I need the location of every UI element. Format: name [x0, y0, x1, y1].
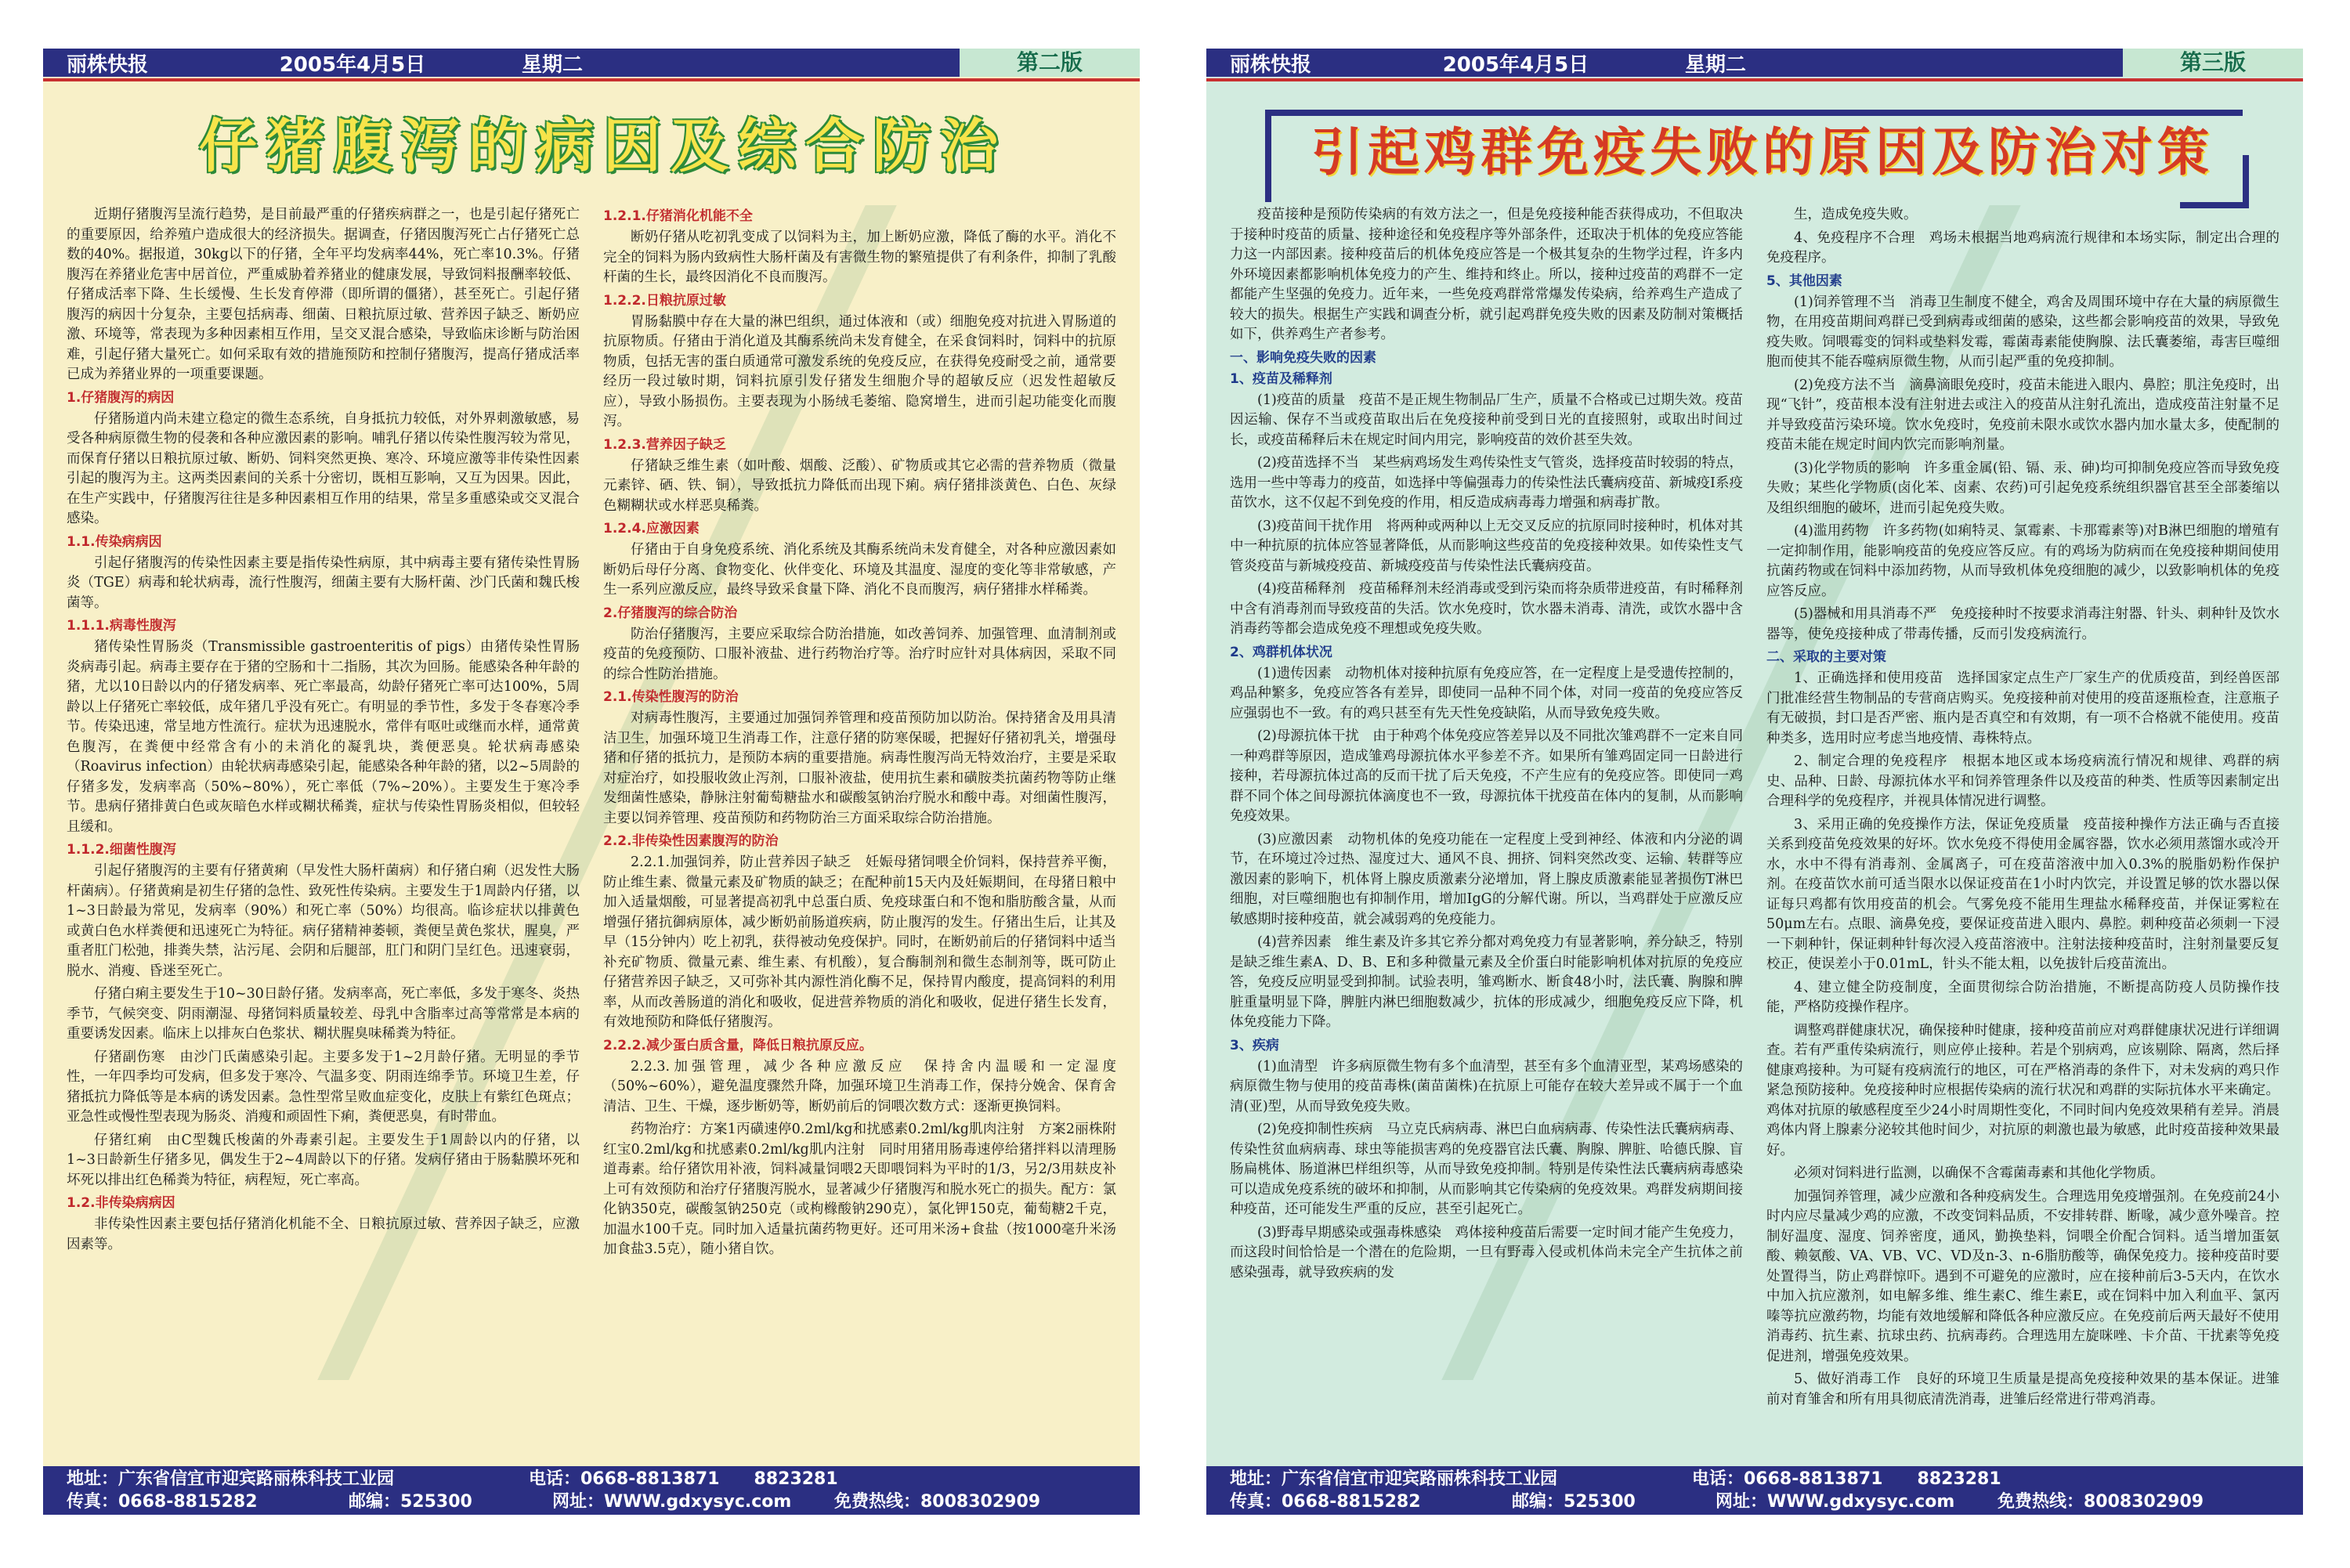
paragraph: 断奶仔猪从吃初乳变成了以饲料为主，加上断奶应激，降低了酶的水平。消化不完全的饲料为肠内致病性大肠杆菌及有害微生物的繁殖提供了有利条件，抑制了乳酸杆菌的生长，最终因消化不良而腹泻。 — [603, 229, 1116, 285]
issue-date: 2005年4月5日 — [279, 52, 426, 77]
section-heading: 1.2.非传染病病因 — [67, 1195, 175, 1211]
page-header-bar — [1206, 49, 2303, 77]
paragraph: 疫苗接种是预防传染病的有效方法之一，但是免疫接种能否获得成功，不但取决于接种时疫苗的质量、接种途径和免疫程序等外部条件，还取决于机体的免疫应答能力这一内部因素。接种疫苗后的机体免疫应答是一个极其复杂的生物学过程，许多内外环境因素都影响机体免疫力的产生、维持和终止。所以，接种过疫苗的鸡群不一定都能产生坚强的免疫力。近年来，一些免疫鸡群常常爆发传染病，给养鸡生产造成了较大的损失。根据生产实践和调查分析，就引起鸡群免疫失败的因素及防制对策概括如下，供养鸡生产者参考。 — [1230, 207, 1743, 342]
paragraph: 仔猪缺乏维生素（如叶酸、烟酸、泛酸）、矿物质或其它必需的营养物质（微量元素锌、硒、铁、铜），导致抵抗力降低而出现下痢。病仔猪排淡黄色、白色、灰绿色糊糊状或水样恶臭稀粪。 — [603, 457, 1116, 514]
paragraph: (1)遗传因素 动物机体对接种抗原有免疫应答，在一定程度上是受遗传控制的，鸡品种繁多，免疫应答各有差异，即使同一品种不同个体，对同一疫苗的免疫应答反应强弱也不一致。有的鸡只甚至有先天性免疫缺陷，从而导致免疫失败。 — [1230, 665, 1743, 721]
publication-name: 丽株快报 — [1230, 52, 1312, 77]
paragraph: 仔猪副伤寒 由沙门氏菌感染引起。主要多发于1~2月龄仔猪。无明显的季节性，一年四季均可发病，但多发于寒冷、气温多变、阴雨连绵季节。环境卫生差，仔猪抵抗力降低等是本病的诱发因素。急性型常呈败血症变化，皮肤上有紫红色斑点；亚急性或慢性型表现为肠炎、消瘦和顽固性下痢，粪便恶臭，有时带血。 — [67, 1049, 580, 1125]
paragraph: (5)器械和用具消毒不严 免疫接种时不按要求消毒注射器、针头、刺种针及饮水器等，使免疫接种成了带毒传播，反而引发疫病流行。 — [1766, 606, 2280, 642]
section-heading: 一、影响免疫失败的因素 — [1230, 349, 1376, 366]
section-heading: 1.1.1.病毒性腹泻 — [67, 618, 176, 634]
paragraph: 5、做好消毒工作 良好的环境卫生质量是提高免疫接种效果的基本保证。进雏前对育雏舍和所有用具彻底清洗消毒，进雏后经常进行带鸡消毒。 — [1766, 1371, 2280, 1407]
paragraph: 调整鸡群健康状况，确保接种时健康，接种疫苗前应对鸡群健康状况进行详细调查。若有严重传染病流行，则应停止接种。若是个别病鸡，应该剔除、隔离，然后择健康鸡接种。为可疑有疫病流行的地区，可在严格消毒的条件下，对未发病的鸡只作紧急预防接种。免疫接种时应根据传染病的流行状况和鸡群的实际抗体水平来确定。鸡体对抗原的敏感程度至少24小时周期性变化，不同时间内免疫效果稍有差异。消晨鸡体内肾上腺素分泌较其他时间少，对抗原的刺激也最为敏感，此时疫苗接种效果最好。 — [1766, 1022, 2280, 1158]
footer-postcode: 邮编：525300 — [349, 1492, 472, 1512]
paragraph: (2)疫苗选择不当 某些病鸡场发生鸡传染性支气管炎，选择疫苗时较弱的特点，选用一些中等毒力的疫苗，如选择中等偏强毒力的传染性法氏囊病疫苗、新城疫Ⅰ系疫苗饮水，这不仅起不到免疫的作用，相反造成病毒毒力增强和病毒扩散。 — [1230, 455, 1743, 511]
section-heading: 2.2.2.减少蛋白质含量，降低日粮抗原反应。 — [603, 1037, 873, 1053]
section-heading: 1、疫苗及稀释剂 — [1230, 370, 1332, 387]
paragraph: (3)野毒早期感染或强毒株感染 鸡体接种疫苗后需要一定时间才能产生免疫力，而这段时间恰恰是一个潜在的危险期，一旦有野毒入侵或机体尚未完全产生抗体之前感染强毒，就导致疾病的发 — [1230, 1224, 1743, 1281]
article-headline: 仔猪腹泻的病因及综合防治 — [153, 103, 1054, 190]
paragraph: (4)疫苗稀释剂 疫苗稀释剂未经消毒或受到污染而将杂质带进疫苗，有时稀释剂中含有消毒剂而导致疫苗的失活。饮水免疫时，饮水器未消毒、清洗，或饮水器中含消毒药等都会造成免疫不理想或免疫失败。 — [1230, 581, 1743, 637]
paragraph: (3)化学物质的影响 许多重金属(铅、镉、汞、砷)均可抑制免疫应答而导致免疫失败；某些化学物质(卤化苯、卤素、农药)可引起免疫系统组织器官甚至全部萎缩以及组织细胞的破坏，进而引起免疫失败。 — [1766, 460, 2280, 516]
footer-hotline: 免费热线：8008302909 — [834, 1492, 1041, 1512]
footer-address: 地址：广东省信宜市迎宾路丽株科技工业园 — [67, 1469, 395, 1489]
paragraph: (2)免疫抑制性疾病 马立克氏病病毒、淋巴白血病病毒、传染性法氏囊病病毒、传染性贫血病病毒、球虫等能损害鸡的免疫器官法氏囊、胸腺、脾脏、哈德氏腺、盲肠扁桃体、肠道淋巴样组织等，从而导致免疫抑制。特别是传染性法氏囊病病毒感染可以造成免疫系统的破坏和抑制，从而影响其它传染病的免疫效果。鸡群发病期间接种疫苗，还可能发生严重的反应，甚至引起死亡。 — [1230, 1122, 1743, 1217]
edition-label: 第二版 — [960, 49, 1140, 77]
page-footer — [43, 1466, 1140, 1515]
page-footer — [1206, 1466, 2303, 1515]
column-2 — [1766, 205, 2280, 1460]
section-heading: 2.仔猪腹泻的综合防治 — [603, 605, 738, 621]
footer-address: 地址：广东省信宜市迎宾路丽株科技工业园 — [1230, 1469, 1558, 1489]
paragraph: 必须对饲料进行监测，以确保不含霉菌毒素和其他化学物质。 — [1794, 1165, 2164, 1181]
article-columns — [1230, 205, 2280, 1460]
paragraph: 2.2.3.加强管理，减少各种应激反应 保持舍内温暖和一定湿度（50%~60%），避免温度骤然升降，加强环境卫生消毒工作，保持分娩舍、保育舍清洁、卫生、干燥，逐步断奶等，断奶前后的饲喂次数方式：逐渐更换饲料。 — [603, 1058, 1116, 1115]
section-heading: 1.1.2.细菌性腹泻 — [67, 842, 176, 858]
paragraph: 引起仔猪腹泻的传染性因素主要是指传染性病原，其中病毒主要有猪传染性胃肠炎（TGE）病毒和轮状病毒，流行性腹泻，细菌主要有大肠杆菌、沙门氏菌和魏氏梭菌等。 — [67, 555, 580, 611]
paragraph: 仔猪由于自身免疫系统、消化系统及其酶系统尚未发育健全，对各种应激因素如断奶后母仔分离、食物变化、伙伴变化、环境及其温度、湿度的变化等非常敏感，产生一系列应激反应，最终导致采食量下降、消化不良而腹泻，病仔猪排水样稀粪。 — [603, 542, 1116, 598]
paragraph: 4、免疫程序不合理 鸡场未根据当地鸡病流行规律和本场实际，制定出合理的免疫程序。 — [1766, 229, 2280, 266]
paragraph: 对病毒性腹泻，主要通过加强饲养管理和疫苗预防加以防治。保持猪舍及用具清洁卫生，加强环境卫生消毒工作，注意仔猪的防寒保暖，把握好仔猪初乳关，增强母猪和仔猪的抵抗力，是预防本病的重要措施。病毒性腹泻尚无特效治疗，主要是采取对症治疗，如投服收敛止泻剂，口服补液盐，使用抗生素和磺胺类抗菌药物等防止继发细菌性感染，静脉注射葡萄糖盐水和碳酸氢钠治疗脱水和酸中毒。对细菌性腹泻，主要以饲养管理、疫苗预防和药物防治三方面采取综合防治措施。 — [603, 710, 1116, 826]
footer-website: 网址：WWW.gdxysyc.com — [552, 1492, 792, 1512]
article-columns — [67, 205, 1116, 1460]
section-heading: 1.1.传染病病因 — [67, 533, 162, 550]
header-rule — [43, 78, 1140, 81]
footer-hotline: 免费热线：8008302909 — [1998, 1492, 2204, 1512]
paragraph: 1、正确选择和使用疫苗 选择国家定点生产厂家生产的优质疫苗，到经兽医部门批准经营生物制品的专营商店购买。免疫接种前对使用的疫苗逐瓶检查，注意瓶子有无破损，封口是否严密、瓶内是否真空和有效期，有一项不合格就不能使用。疫苗种类多，选用时应考虑当地疫情、毒株特点。 — [1766, 670, 2280, 746]
footer-postcode: 邮编：525300 — [1512, 1492, 1636, 1512]
paragraph: (4)滥用药物 许多药物(如痢特灵、氯霉素、卡那霉素等)对B淋巴细胞的增殖有一定抑制作用，能影响疫苗的免疫应答反应。有的鸡场为防病而在免疫接种期间使用抗菌药物或在饲料中添加药物，从而导致机体免疫细胞的减少，以致影响机体的免疫应答反应。 — [1766, 523, 2280, 599]
issue-weekday: 星期二 — [521, 52, 583, 77]
issue-date: 2005年4月5日 — [1442, 52, 1589, 77]
section-heading: 2.1.传染性腹泻的防治 — [603, 689, 739, 705]
column-1 — [67, 205, 580, 1460]
section-heading: 1.2.1.仔猪消化机能不全 — [603, 208, 753, 224]
section-heading: 1.2.4.应激因素 — [603, 521, 700, 537]
paragraph: 加强饲养管理，减少应激和各种疫病发生。合理选用免疫增强剂。在免疫前24小时内应尽量减少鸡的应激，不改变饲料品质，不安排转群、断喙，减少意外噪音。控制好温度、湿度、饲养密度，通风，勤换垫料，饲喂全价配合饲料。适当增加蛋氨酸、赖氨酸、VA、VB、VC、VD及n-3、n-6脂肪酸等，确保免疫力。接种疫苗时要处置得当，防止鸡群惊吓。遇到不可避免的应激时，应在接种前后3-5天内，在饮水中加入抗应激剂，如电解多维、维生素C、维生素E，或在饲料中加入利血平、氯丙嗪等抗应激药物，均能有效地缓解和降低各种应激反应。在免疫前后两天最好不使用消毒药、抗生素、抗球虫药、抗病毒药。合理选用左旋咪唑、卡介苗、干扰素等免疫促进剂，增强免疫效果。 — [1766, 1188, 2280, 1364]
section-heading: 1.2.2.日粮抗原过敏 — [603, 292, 726, 309]
paragraph: (3)疫苗间干扰作用 将两种或两种以上无交叉反应的抗原同时接种时，机体对其中一种抗原的抗体应答显著降低，从而影响这些疫苗的免疫接种效果。如传染性支气管炎疫苗与新城疫疫苗、新城疫疫苗与传染性法氏囊病疫苗。 — [1230, 518, 1743, 574]
paragraph: 4、建立健全防疫制度，全面贯彻综合防治措施，不断提高防疫人员防操作技能，严格防疫操作程序。 — [1766, 979, 2280, 1015]
paragraph: 仔猪红痢 由C型魏氏梭菌的外毒素引起。主要发生于1周龄以内的仔猪，以1~3日龄新生仔猪多见，偶发生于2~4周龄以下的仔猪。发病仔猪由于肠黏膜坏死和坏死以排出红色稀粪为特征，病程短，死亡率高。 — [67, 1132, 580, 1188]
publication-name: 丽株快报 — [67, 52, 149, 77]
article-headline: 引起鸡群免疫失败的原因及防治对策 — [1311, 122, 2214, 182]
section-heading: 1.仔猪腹泻的病因 — [67, 389, 175, 406]
footer-telephone: 电话：0668-8813871 8823281 — [1692, 1469, 2001, 1489]
issue-weekday: 星期二 — [1684, 52, 1746, 77]
paragraph: (2)免疫方法不当 滴鼻滴眼免疫时，疫苗未能进入眼内、鼻腔；肌注免疫时，出现“飞针”，疫苗根本没有注射进去或注入的疫苗从注射孔流出，造成疫苗注射量不足并导致疫苗污染环境。饮水免疫时，免疫前未限水或饮水器内加水量太多，使配制的疫苗未能在规定时间内饮完而影响剂量。 — [1766, 377, 2280, 453]
footer-telephone: 电话：0668-8813871 8823281 — [529, 1469, 838, 1489]
paragraph: 胃肠黏膜中存在大量的淋巴组织，通过体液和（或）细胞免疫对抗进入胃肠道的抗原物质。仔猪由于消化道及其酶系统尚未发育健全，在采食饲料时，饲料中的抗原物质，包括无害的蛋白质通常可激发系统的免疫反应，在获得免疫耐受之前，通常要经历一段过敏时期，饲料抗原引发仔猪发生细胞介导的超敏反应（迟发性超敏反应），导致小肠损伤。主要表现为小肠绒毛萎缩、隐窝增生，进而引起功能变化而腹泻。 — [603, 313, 1116, 429]
paragraph: 3、采用正确的免疫操作方法，保证免疫质量 疫苗接种操作方法正确与否直接关系到疫苗免疫效果的好坏。饮水免疫不得使用金属容器，饮水必须用蒸馏水或冷开水，水中不得有消毒剂、金属离子，可在疫苗溶液中加入0.3%的脱脂奶粉作保护剂。在疫苗饮水前可适当限水以保证疫苗在1小时内饮完，并设置足够的饮水器以保证每只鸡都有饮用疫苗的机会。气雾免疫不能用生理盐水稀释疫苗，并保证雾粒在50μm左右。点眼、滴鼻免疫，要保证疫苗进入眼内、鼻腔。刺种疫苗必须刺一下浸一下刺种针，保证刺种针每次浸入疫苗溶液中。注射法接种疫苗时，注射剂量要反复校正，使误差小于0.01mL，针头不能太粗，以免拔针后疫苗流出。 — [1766, 816, 2280, 972]
paragraph: 近期仔猪腹泻呈流行趋势，是目前最严重的仔猪疾病群之一，也是引起仔猪死亡的重要原因，给养殖户造成很大的经济损失。据调查，仔猪因腹泻死亡占仔猪死亡总数的40%。据报道，30kg以下的仔猪，全年平均发病率44%，死亡率10.3%。仔猪腹泻在养猪业危害中居首位，严重威胁着养猪业的健康发展，导致饲料报酬率较低、仔猪成活率下降、生长缓慢、生长发育停滞（即所谓的僵猪），甚至死亡。引起仔猪腹泻的病因十分复杂，主要包括病毒、细菌、日粮抗原过敏、营养因子缺乏、断奶应激、环境等，常表现为多种因素相互作用，呈交叉混合感染，导致临床诊断与防治困难，引起仔猪大量死亡。如何采取有效的措施预防和控制仔猪腹泻，提高仔猪成活率已成为养猪业界的一项重要课题。 — [67, 207, 580, 382]
paragraph: 药物治疗：方案1丙磺速停0.2ml/kg和扰感素0.2ml/kg肌肉注射 方案2丽株附红宝0.2ml/kg和扰感素0.2ml/kg肌内注射 同时用猪用肠毒速停给猪拌料以清理肠道毒素。给仔猪饮用补液，饲料减量饲喂2天即喂饲料为平时的1/3，另2/3用麸皮补上可有效预防和治疗仔猪腹泻脱水，显著减少仔猪腹泻和脱水死亡的损失。配方：氯化钠350克，碳酸氢钠250克（或枸橼酸钠290克），氯化钾150克，葡萄糖2千克，加温水100千克。同时加入适量抗菌药物更好。还可用米汤+食盐（按1000毫升米汤加食盐3.5克），随小猪自饮。 — [603, 1122, 1116, 1257]
column-1 — [1230, 205, 1743, 1460]
paragraph: 2.2.1.加强饲养，防止营养因子缺乏 妊娠母猪饲喂全价饲料，保持营养平衡，防止维生素、微量元素及矿物质的缺乏；在配种前15天内及妊娠期间，在母猪日粮中加入适量烟酸，可显著提高初乳中总蛋白质、免疫球蛋白和不饱和脂肪酸含量，从而增强仔猪抗御病原体，减少断奶前肠道疾病，防止腹泻的发生。仔猪出生后，让其及早（15分钟内）吃上初乳，获得被动免疫保护。同时，在断奶前后的仔猪饲料中适当补充矿物质、微量元素、维生素、有机酸），复合酶制剂和微生态制剂等，既可防止仔猪营养因子缺乏，又可弥补其内源性消化酶不足，保持胃内酸度，提高饲料的利用率，从而改善肠道的消化和吸收，促进营养物质的消化和吸收，促进仔猪生长发育，有效地预防和降低仔猪腹泻。 — [603, 854, 1116, 1030]
page-header-bar — [43, 49, 1140, 77]
paragraph: (4)营养因素 维生素及许多其它养分都对鸡免疫力有显著影响，养分缺乏，特别是缺乏维生素A、D、B、E和多种微量元素及全价蛋白时能影响机体对抗原的免疫应答，免疫反应明显受到抑制。试验表明，雏鸡断水、断食48小时，法氏囊、胸腺和脾脏重量明显下降，脾脏内淋巴细胞数减少，抗体的形成减少，细胞免疫反应下降，机体免疫能力下降。 — [1230, 934, 1743, 1030]
footer-website: 网址：WWW.gdxysyc.com — [1716, 1492, 1955, 1512]
paragraph: 非传染性因素主要包括仔猪消化机能不全、日粮抗原过敏、营养因子缺乏，应激因素等。 — [67, 1216, 580, 1252]
paragraph: 仔猪肠道内尚未建立稳定的微生态系统，自身抵抗力较低，对外界刺激敏感，易受各种病原微生物的侵袭和各种应激因素的影响。哺乳仔猪以传染性腹泻较为常见，而保育仔猪以日粮抗原过敏、断奶、饲料突然更换、寒冷、环境应激等非传染性因素引起的腹泻为主。这两类因素间的关系十分密切，既相互影响，又互为因果。因此，在生产实践中，仔猪腹泻往往是多种因素相互作用的结果，常呈多重感染或交叉混合感染。 — [67, 410, 580, 526]
edition-label: 第三版 — [2123, 49, 2303, 77]
paragraph: (2)母源抗体干扰 由于种鸡个体免疫应答差异以及不同批次雏鸡群不一定来自同一种鸡群等原因，造成雏鸡母源抗体水平参差不齐。如果所有雏鸡固定同一日龄进行接种，若母源抗体过高的反而干扰了后天免疫，不产生应有的免疫应答。即使同一鸡群不同个体之间母源抗体滴度也不一致，母源抗体干扰疫苗在体内的复制，从而影响免疫效果。 — [1230, 728, 1743, 824]
section-heading: 1.2.3.营养因子缺乏 — [603, 436, 726, 453]
footer-fax: 传真：0668-8815282 — [67, 1492, 258, 1512]
paragraph: (1)疫苗的质量 疫苗不是正规生物制品厂生产，质量不合格或已过期失效。疫苗因运输、保存不当或疫苗取出后在免疫接种前受到日光的直接照射，或取出时间过长，或疫苗稀释后未在规定时间内用完，影响疫苗的效价甚至失效。 — [1230, 392, 1743, 448]
column-2 — [603, 205, 1116, 1460]
section-heading: 2、鸡群机体状况 — [1230, 644, 1332, 660]
paragraph: (3)应激因素 动物机体的免疫功能在一定程度上受到神经、体液和内分泌的调节，在环境过冷过热、湿度过大、通风不良、拥挤、饲料突然改变、运输、转群等应激因素的影响下，机体肾上腺皮质激素分泌增加，肾上腺皮质激素能显著损伤T淋巴细胞，对巨噬细胞也有抑制作用，增加IgG的分解代谢。所以，当鸡群处于应激反应敏感期时接种疫苗，就会减弱鸡的免疫能力。 — [1230, 831, 1743, 927]
paragraph: 引起仔猪腹泻的主要有仔猪黄痢（早发性大肠杆菌病）和仔猪白痢（迟发性大肠杆菌病）。仔猪黄痢是初生仔猪的急性、致死性传染病。主要发生于1周龄内仔猪，以1~3日龄最为常见，发病率（90%）和死亡率（50%）均很高。临诊症状以排黄色或黄白色水样粪便和迅速死亡为特征。病仔猪精神萎顿，粪便呈黄色浆状，腥臭，严重者肛门松弛，排粪失禁，沾污尾、会阴和后腿部，肛门和阴门呈红色。迅速衰弱，脱水、消瘦、昏迷至死亡。 — [67, 863, 580, 979]
paragraph: 2、制定合理的免疫程序 根据本地区或本场疫病流行情况和规律、鸡群的病史、品种、日龄、母源抗体水平和饲养管理条件以及疫苗的种类、性质等因素制定出合理科学的免疫程序，并视具体情况进行调整。 — [1766, 753, 2280, 809]
footer-fax: 传真：0668-8815282 — [1230, 1492, 1421, 1512]
paragraph: (1)饲养管理不当 消毒卫生制度不健全，鸡舍及周围环境中存在大量的病原微生物，在用疫苗期间鸡群已受到病毒或细菌的感染，这些都会影响疫苗的效果，导致免疫失败。饲喂霉变的饲料或垫料发霉，霉菌毒素能使胸腺、法氏囊萎缩，毒害巨噬细胞而使其不能吞噬病原微生物，从而引起严重的免疫抑制。 — [1766, 294, 2280, 370]
section-heading: 3、疾病 — [1230, 1037, 1279, 1053]
right-page — [1206, 49, 2303, 1515]
paragraph: 猪传染性胃肠炎（Transmissible gastroenteritis of pigs）由猪传染性胃肠炎病毒引起。病毒主要存在于猪的空肠和十二指肠，其次为回肠。能感染各种年龄的猪，尤以10日龄以内的仔猪发病率、死亡率最高，幼龄仔猪死亡率可达100%，5周龄以上仔猪死亡率较低，成年猪几乎没有死亡。有明显的季节性，多发于冬春寒冷季节。传染迅速，常呈地方性流行。症状为迅速脱水，常伴有呕吐或继而水样，通常黄色腹泻，在粪便中经常含有小的未消化的凝乳块，粪便恶臭。轮状病毒感染（Roavirus infection）由轮状病毒感染引起，能感染各种年龄的猪，以2~5周龄的仔猪多发，发病率高（50%~80%），死亡率低（7%~20%）。主要发生于寒冷季节。患病仔猪排黄白色或灰暗色水样或糊状稀粪，症状与传染性胃肠炎相似，但较轻且缓和。 — [67, 639, 580, 835]
section-heading: 2.2.非传染性因素腹泻的防治 — [603, 833, 779, 849]
paragraph: 生，造成免疫失败。 — [1794, 207, 1918, 222]
paragraph: (1)血清型 许多病原微生物有多个血清型，甚至有多个血清亚型，某鸡场感染的病原微生物与使用的疫苗毒株(菌苗菌株)在抗原上可能存在较大差异或不属于一个血清(亚)型，从而导致免疫失败。 — [1230, 1058, 1743, 1115]
section-heading: 二、采取的主要对策 — [1766, 649, 1886, 665]
header-rule — [1206, 78, 2303, 81]
section-heading: 5、其他因素 — [1766, 273, 1842, 289]
paragraph: 防治仔猪腹泻，主要应采取综合防治措施，如改善饲养、加强管理、血清制剂或疫苗的免疫预防、口服补液盐、进行药物治疗等。治疗时应针对具体病因，采取不同的综合性防治措施。 — [603, 626, 1116, 682]
left-page — [43, 49, 1140, 1515]
paragraph: 仔猪白痢主要发生于10~30日龄仔猪。发病率高，死亡率低，多发于寒冬、炎热季节，气候突变、阴雨潮湿、母猪饲料质量较差、母乳中含脂率过高等常常是本病的重要诱发因素。临床上以排灰白色浆状、糊状腥臭味稀粪为特征。 — [67, 986, 580, 1042]
